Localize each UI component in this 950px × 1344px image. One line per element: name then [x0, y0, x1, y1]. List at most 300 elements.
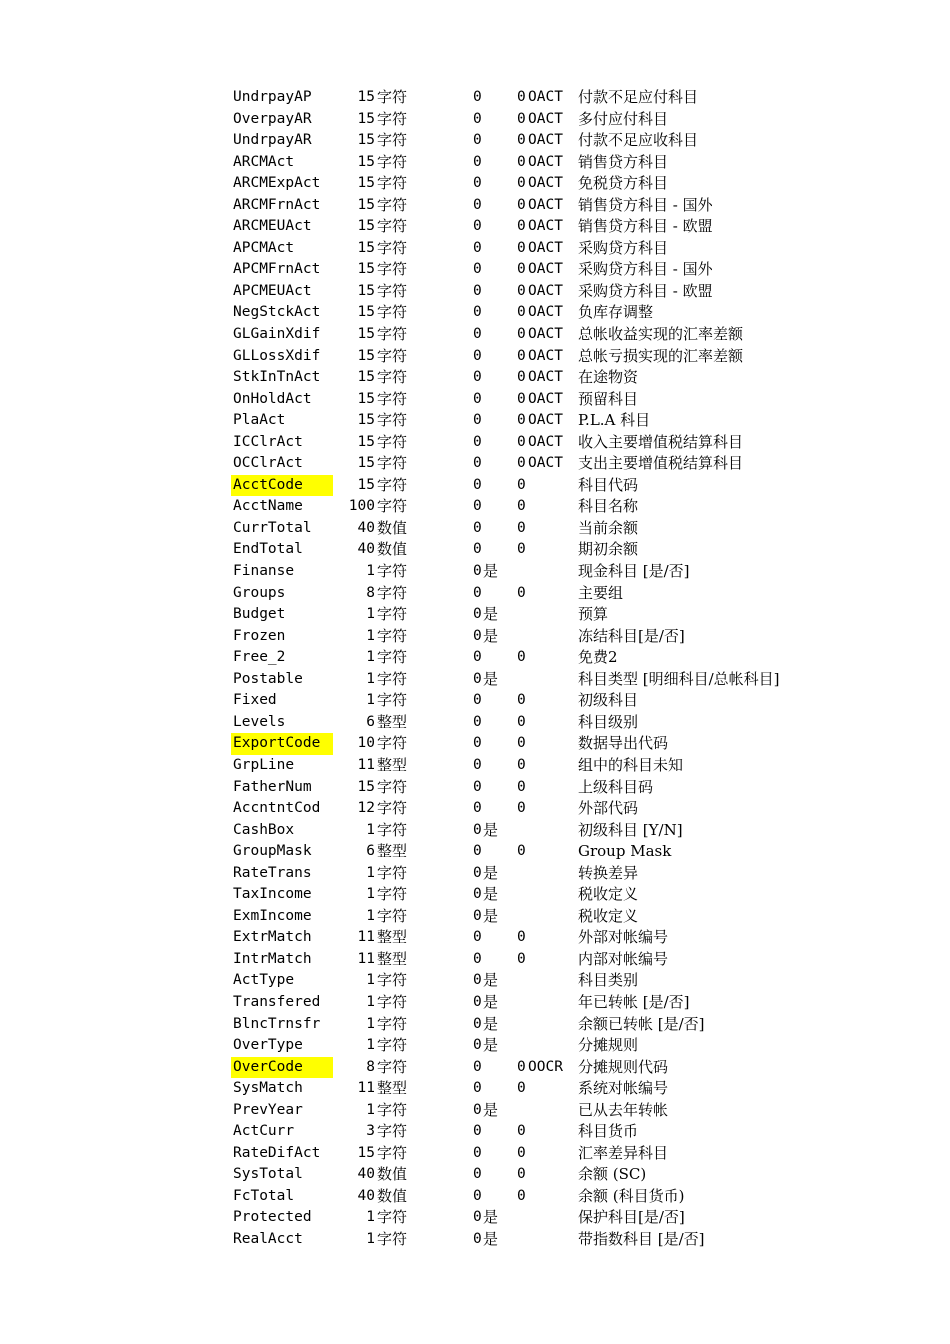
field-flag: 是: [483, 971, 499, 990]
field-name: ExtrMatch: [233, 929, 312, 946]
field-type: 字符: [377, 174, 408, 193]
field-type: 字符: [377, 497, 408, 516]
table-row: [231, 777, 851, 799]
field-description: 现金科目 [是/否]: [578, 562, 690, 581]
field-value: 0: [517, 1166, 526, 1183]
field-type: 字符: [377, 777, 408, 796]
field-type: 字符: [377, 152, 408, 171]
field-default: 0: [473, 1230, 482, 1247]
field-default: 0: [473, 390, 482, 407]
table-row: [231, 561, 851, 583]
table-row: [231, 324, 851, 346]
field-default: 0: [473, 132, 482, 149]
field-description: 分摊规则: [578, 1036, 639, 1055]
field-name: SysTotal: [233, 1166, 303, 1183]
field-size: 8: [366, 584, 375, 601]
field-default: 0: [473, 261, 482, 278]
table-row: [231, 949, 851, 971]
field-default: 0: [473, 886, 482, 903]
field-type: 字符: [377, 88, 408, 106]
table-row: [231, 130, 851, 152]
field-type: 字符: [377, 605, 408, 624]
field-name: RealAcct: [233, 1230, 303, 1247]
field-default: 0: [473, 584, 482, 601]
table-row: [231, 1100, 851, 1122]
field-default: 0: [473, 541, 482, 558]
field-value: 0: [517, 476, 526, 493]
field-link-table: OACT: [528, 433, 563, 450]
field-link-table: OACT: [528, 196, 563, 213]
field-default: 0: [473, 606, 482, 623]
field-value: 0: [517, 649, 526, 666]
table-row: [231, 389, 851, 411]
field-type: 整型: [377, 842, 408, 861]
field-size: 8: [366, 1058, 375, 1075]
field-default: 0: [473, 455, 482, 472]
field-description: 外部代码: [578, 799, 639, 818]
field-default: 0: [473, 519, 482, 536]
field-link-table: OACT: [528, 347, 563, 364]
field-value: 0: [517, 347, 526, 364]
field-description: 预留科目: [578, 389, 639, 408]
field-size: 11: [357, 950, 375, 967]
field-type: 字符: [377, 1208, 408, 1227]
field-description: 内部对帐编号: [578, 949, 669, 968]
field-type: 整型: [377, 1079, 408, 1098]
field-description: 付款不足应付科目: [578, 88, 699, 106]
field-name: Budget: [233, 606, 286, 623]
field-description: 冻结科目[是/否]: [578, 626, 685, 645]
field-name: OverpayAR: [233, 110, 312, 127]
field-link-table: OACT: [528, 153, 563, 170]
field-link-table: OACT: [528, 261, 563, 278]
table-row: [231, 906, 851, 928]
field-type: 数值: [377, 540, 408, 559]
field-size: 1: [366, 993, 375, 1010]
field-description: 总帐亏损实现的汇率差额: [578, 346, 744, 365]
field-value: 0: [517, 735, 526, 752]
field-default: 0: [473, 972, 482, 989]
field-value: 0: [517, 282, 526, 299]
field-link-table: OACT: [528, 110, 563, 127]
table-row: [231, 583, 851, 605]
field-link-table: OACT: [528, 455, 563, 472]
field-default: 0: [473, 1037, 482, 1054]
field-value: 0: [517, 1058, 526, 1075]
field-link-table: OACT: [528, 89, 563, 105]
field-name: AccntntCod: [233, 800, 321, 817]
field-type: 字符: [377, 863, 408, 882]
field-type: 字符: [377, 432, 408, 451]
field-name: GLGainXdif: [233, 326, 321, 343]
table-row: [231, 1035, 851, 1057]
field-size: 15: [357, 132, 375, 149]
field-flag: 是: [483, 820, 499, 839]
field-description: 税收定义: [578, 906, 639, 925]
field-type: 字符: [377, 346, 408, 365]
field-size: 15: [357, 89, 375, 105]
field-name: ARCMFrnAct: [233, 196, 321, 213]
field-name: PlaAct: [233, 412, 286, 429]
field-name: UndrpayAP: [233, 89, 312, 105]
field-default: 0: [473, 347, 482, 364]
field-default: 0: [473, 993, 482, 1010]
field-description: 采购贷方科目 - 欧盟: [578, 281, 713, 300]
table-row: [231, 970, 851, 992]
field-link-table: OACT: [528, 390, 563, 407]
field-link-table: OACT: [528, 326, 563, 343]
table-row: [231, 173, 851, 195]
field-value: 0: [517, 218, 526, 235]
field-link-table: OACT: [528, 239, 563, 256]
table-row: [231, 281, 851, 303]
field-link-table: OACT: [528, 282, 563, 299]
field-type: 字符: [377, 562, 408, 581]
field-default: 0: [473, 239, 482, 256]
field-size: 12: [357, 800, 375, 817]
field-description: 年已转帐 [是/否]: [578, 992, 690, 1011]
field-name: NegStckAct: [233, 304, 321, 321]
field-size: 15: [357, 390, 375, 407]
field-size: 15: [357, 433, 375, 450]
field-size: 1: [366, 1101, 375, 1118]
field-size: 1: [366, 1037, 375, 1054]
field-description: 系统对帐编号: [578, 1079, 669, 1098]
field-default: 0: [473, 843, 482, 860]
field-size: 1: [366, 821, 375, 838]
table-row: [231, 259, 851, 281]
field-description: 免税贷方科目: [578, 174, 669, 193]
field-flag: 是: [483, 863, 499, 882]
field-type: 数值: [377, 1186, 408, 1205]
field-name: ARCMAct: [233, 153, 295, 170]
field-flag: 是: [483, 992, 499, 1011]
field-size: 1: [366, 907, 375, 924]
table-row: [231, 1186, 851, 1208]
field-description: 科目类别: [578, 971, 639, 990]
field-type: 字符: [377, 1229, 408, 1248]
field-description: 采购贷方科目: [578, 238, 669, 257]
field-default: 0: [473, 864, 482, 881]
field-name: Free_2: [233, 649, 286, 666]
field-value: 0: [517, 519, 526, 536]
field-description: 分摊规则代码: [578, 1057, 669, 1076]
field-size: 15: [357, 304, 375, 321]
field-name: GroupMask: [233, 843, 312, 860]
field-link-table: OOCR: [528, 1058, 563, 1075]
field-name: OverType: [233, 1037, 303, 1054]
field-description: 余额已转帐 [是/否]: [578, 1014, 705, 1033]
field-default: 0: [473, 433, 482, 450]
field-type: 字符: [377, 389, 408, 408]
field-value: 0: [517, 929, 526, 946]
field-default: 0: [473, 498, 482, 515]
field-size: 1: [366, 563, 375, 580]
field-size: 15: [357, 175, 375, 192]
field-description: 余额 (SC): [578, 1165, 647, 1184]
field-default: 0: [473, 1144, 482, 1161]
field-size: 1: [366, 1230, 375, 1247]
field-description: 科目类型 [明细科目/总帐科目]: [578, 669, 780, 688]
table-row: [231, 712, 851, 734]
field-size: 1: [366, 670, 375, 687]
table-row: [231, 1078, 851, 1100]
field-type: 字符: [377, 669, 408, 688]
field-size: 15: [357, 153, 375, 170]
field-default: 0: [473, 756, 482, 773]
table-row: [231, 992, 851, 1014]
field-size: 1: [366, 606, 375, 623]
field-description: 总帐收益实现的汇率差额: [578, 325, 744, 344]
field-size: 6: [366, 713, 375, 730]
field-value: 0: [517, 132, 526, 149]
field-name: Groups: [233, 584, 286, 601]
field-description: 外部对帐编号: [578, 928, 669, 947]
field-description: 负库存调整: [578, 303, 654, 322]
field-description: 初级科目: [578, 691, 639, 710]
field-type: 字符: [377, 260, 408, 279]
field-size: 15: [357, 239, 375, 256]
field-default: 0: [473, 692, 482, 709]
field-name: Frozen: [233, 627, 286, 644]
field-flag: 是: [483, 1229, 499, 1248]
field-default: 0: [473, 412, 482, 429]
field-size: 1: [366, 1209, 375, 1226]
field-link-table: OACT: [528, 175, 563, 192]
field-name: Postable: [233, 670, 303, 687]
field-name: FcTotal: [233, 1187, 295, 1204]
field-name: StkInTnAct: [233, 369, 321, 386]
field-default: 0: [473, 1080, 482, 1097]
field-type: 字符: [377, 281, 408, 300]
table-row: [231, 604, 851, 626]
field-name: GrpLine: [233, 756, 295, 773]
table-row: [231, 367, 851, 389]
field-default: 0: [473, 1166, 482, 1183]
field-type: 字符: [377, 1057, 408, 1076]
field-description: Group Mask: [578, 842, 672, 861]
field-link-table: OACT: [528, 304, 563, 321]
field-value: 0: [517, 541, 526, 558]
field-default: 0: [473, 1187, 482, 1204]
field-size: 1: [366, 649, 375, 666]
field-name: APCMAct: [233, 239, 295, 256]
field-name: TaxIncome: [233, 886, 312, 903]
field-default: 0: [473, 670, 482, 687]
table-row: [231, 1164, 851, 1186]
field-type: 字符: [377, 475, 408, 494]
table-row: [231, 518, 851, 540]
field-value: 0: [517, 89, 526, 105]
field-name: ActType: [233, 972, 295, 989]
field-default: 0: [473, 89, 482, 105]
field-size: 40: [357, 519, 375, 536]
field-value: 0: [517, 713, 526, 730]
field-size: 15: [357, 218, 375, 235]
field-type: 字符: [377, 131, 408, 150]
field-description: 科目级别: [578, 712, 639, 731]
table-row: [231, 798, 851, 820]
field-value: 0: [517, 196, 526, 213]
table-row: [231, 690, 851, 712]
field-description: 采购贷方科目 - 国外: [578, 260, 713, 279]
field-name: IntrMatch: [233, 950, 312, 967]
table-row: [231, 841, 851, 863]
field-type: 字符: [377, 303, 408, 322]
field-name: OCClrAct: [233, 455, 303, 472]
field-default: 0: [473, 282, 482, 299]
table-row: [231, 496, 851, 518]
field-size: 10: [357, 735, 375, 752]
field-description: 在途物资: [578, 368, 639, 387]
field-value: 0: [517, 950, 526, 967]
field-link-table: OACT: [528, 369, 563, 386]
field-default: 0: [473, 175, 482, 192]
field-type: 字符: [377, 1143, 408, 1162]
field-type: 字符: [377, 1122, 408, 1141]
field-value: 0: [517, 756, 526, 773]
table-row: [231, 647, 851, 669]
field-size: 15: [357, 476, 375, 493]
field-description: 带指数科目 [是/否]: [578, 1229, 705, 1248]
field-flag: 是: [483, 1208, 499, 1227]
field-default: 0: [473, 627, 482, 644]
field-value: 0: [517, 153, 526, 170]
field-value: 0: [517, 498, 526, 515]
field-size: 3: [366, 1123, 375, 1140]
field-type: 字符: [377, 992, 408, 1011]
field-type: 字符: [377, 1014, 408, 1033]
field-default: 0: [473, 1209, 482, 1226]
field-size: 15: [357, 110, 375, 127]
table-row: [231, 1057, 851, 1079]
field-size: 11: [357, 1080, 375, 1097]
field-value: 0: [517, 433, 526, 450]
field-default: 0: [473, 476, 482, 493]
field-flag: 是: [483, 885, 499, 904]
table-row: [231, 346, 851, 368]
field-name: OverCode: [231, 1057, 333, 1079]
field-name: FatherNum: [233, 778, 312, 795]
field-description: 科目名称: [578, 497, 639, 516]
field-value: 0: [517, 1144, 526, 1161]
field-value: 0: [517, 326, 526, 343]
field-description: 初级科目 [Y/N]: [578, 820, 683, 839]
field-description: 期初余额: [578, 540, 639, 559]
field-value: 0: [517, 1080, 526, 1097]
field-size: 15: [357, 1144, 375, 1161]
field-default: 0: [473, 907, 482, 924]
field-description: 汇率差异科目: [578, 1143, 669, 1162]
field-value: 0: [517, 584, 526, 601]
field-type: 字符: [377, 799, 408, 818]
field-description: 主要组: [578, 583, 624, 602]
field-size: 15: [357, 261, 375, 278]
field-default: 0: [473, 778, 482, 795]
field-name: CurrTotal: [233, 519, 312, 536]
field-default: 0: [473, 735, 482, 752]
field-description: 科目代码: [578, 475, 639, 494]
field-type: 字符: [377, 648, 408, 667]
field-name: GLLossXdif: [233, 347, 321, 364]
field-name: ICClrAct: [233, 433, 303, 450]
field-type: 数值: [377, 518, 408, 537]
field-default: 0: [473, 713, 482, 730]
field-size: 15: [357, 369, 375, 386]
field-default: 0: [473, 110, 482, 127]
field-default: 0: [473, 821, 482, 838]
field-name: EndTotal: [233, 541, 303, 558]
field-default: 0: [473, 304, 482, 321]
field-value: 0: [517, 412, 526, 429]
field-name: AcctCode: [231, 475, 333, 497]
field-flag: 是: [483, 1036, 499, 1055]
field-size: 1: [366, 886, 375, 903]
field-description: 销售贷方科目: [578, 152, 669, 171]
field-default: 0: [473, 1123, 482, 1140]
field-value: 0: [517, 778, 526, 795]
field-value: 0: [517, 390, 526, 407]
field-value: 0: [517, 800, 526, 817]
field-name: RateTrans: [233, 864, 312, 881]
table-row: [231, 195, 851, 217]
field-description: 转换差异: [578, 863, 639, 882]
field-default: 0: [473, 369, 482, 386]
field-default: 0: [473, 196, 482, 213]
field-description: 科目货币: [578, 1122, 639, 1141]
field-name: ARCMExpAct: [233, 175, 321, 192]
field-name: SysMatch: [233, 1080, 303, 1097]
field-type: 字符: [377, 691, 408, 710]
field-size: 1: [366, 972, 375, 989]
field-name: Levels: [233, 713, 286, 730]
field-default: 0: [473, 563, 482, 580]
table-row: [231, 733, 851, 755]
field-size: 11: [357, 756, 375, 773]
field-size: 40: [357, 541, 375, 558]
table-row: [231, 669, 851, 691]
field-type: 字符: [377, 454, 408, 473]
field-size: 1: [366, 1015, 375, 1032]
field-default: 0: [473, 1101, 482, 1118]
field-default: 0: [473, 153, 482, 170]
field-value: 0: [517, 239, 526, 256]
field-size: 1: [366, 692, 375, 709]
field-type: 字符: [377, 325, 408, 344]
field-default: 0: [473, 929, 482, 946]
field-description: 预算: [578, 605, 609, 624]
field-type: 字符: [377, 1100, 408, 1119]
field-value: 0: [517, 110, 526, 127]
field-name: RateDifAct: [233, 1144, 321, 1161]
field-name: ExmIncome: [233, 907, 312, 924]
field-name: Transfered: [233, 993, 321, 1010]
field-size: 11: [357, 929, 375, 946]
field-size: 40: [357, 1166, 375, 1183]
table-row: [231, 410, 851, 432]
field-size: 100: [348, 498, 375, 515]
field-default: 0: [473, 218, 482, 235]
field-description: 组中的科目未知: [578, 755, 684, 774]
field-default: 0: [473, 800, 482, 817]
table-row: [231, 820, 851, 842]
field-name: CashBox: [233, 821, 295, 838]
field-size: 15: [357, 347, 375, 364]
field-flag: 是: [483, 669, 499, 688]
field-size: 15: [357, 455, 375, 472]
field-type: 字符: [377, 195, 408, 214]
field-default: 0: [473, 326, 482, 343]
